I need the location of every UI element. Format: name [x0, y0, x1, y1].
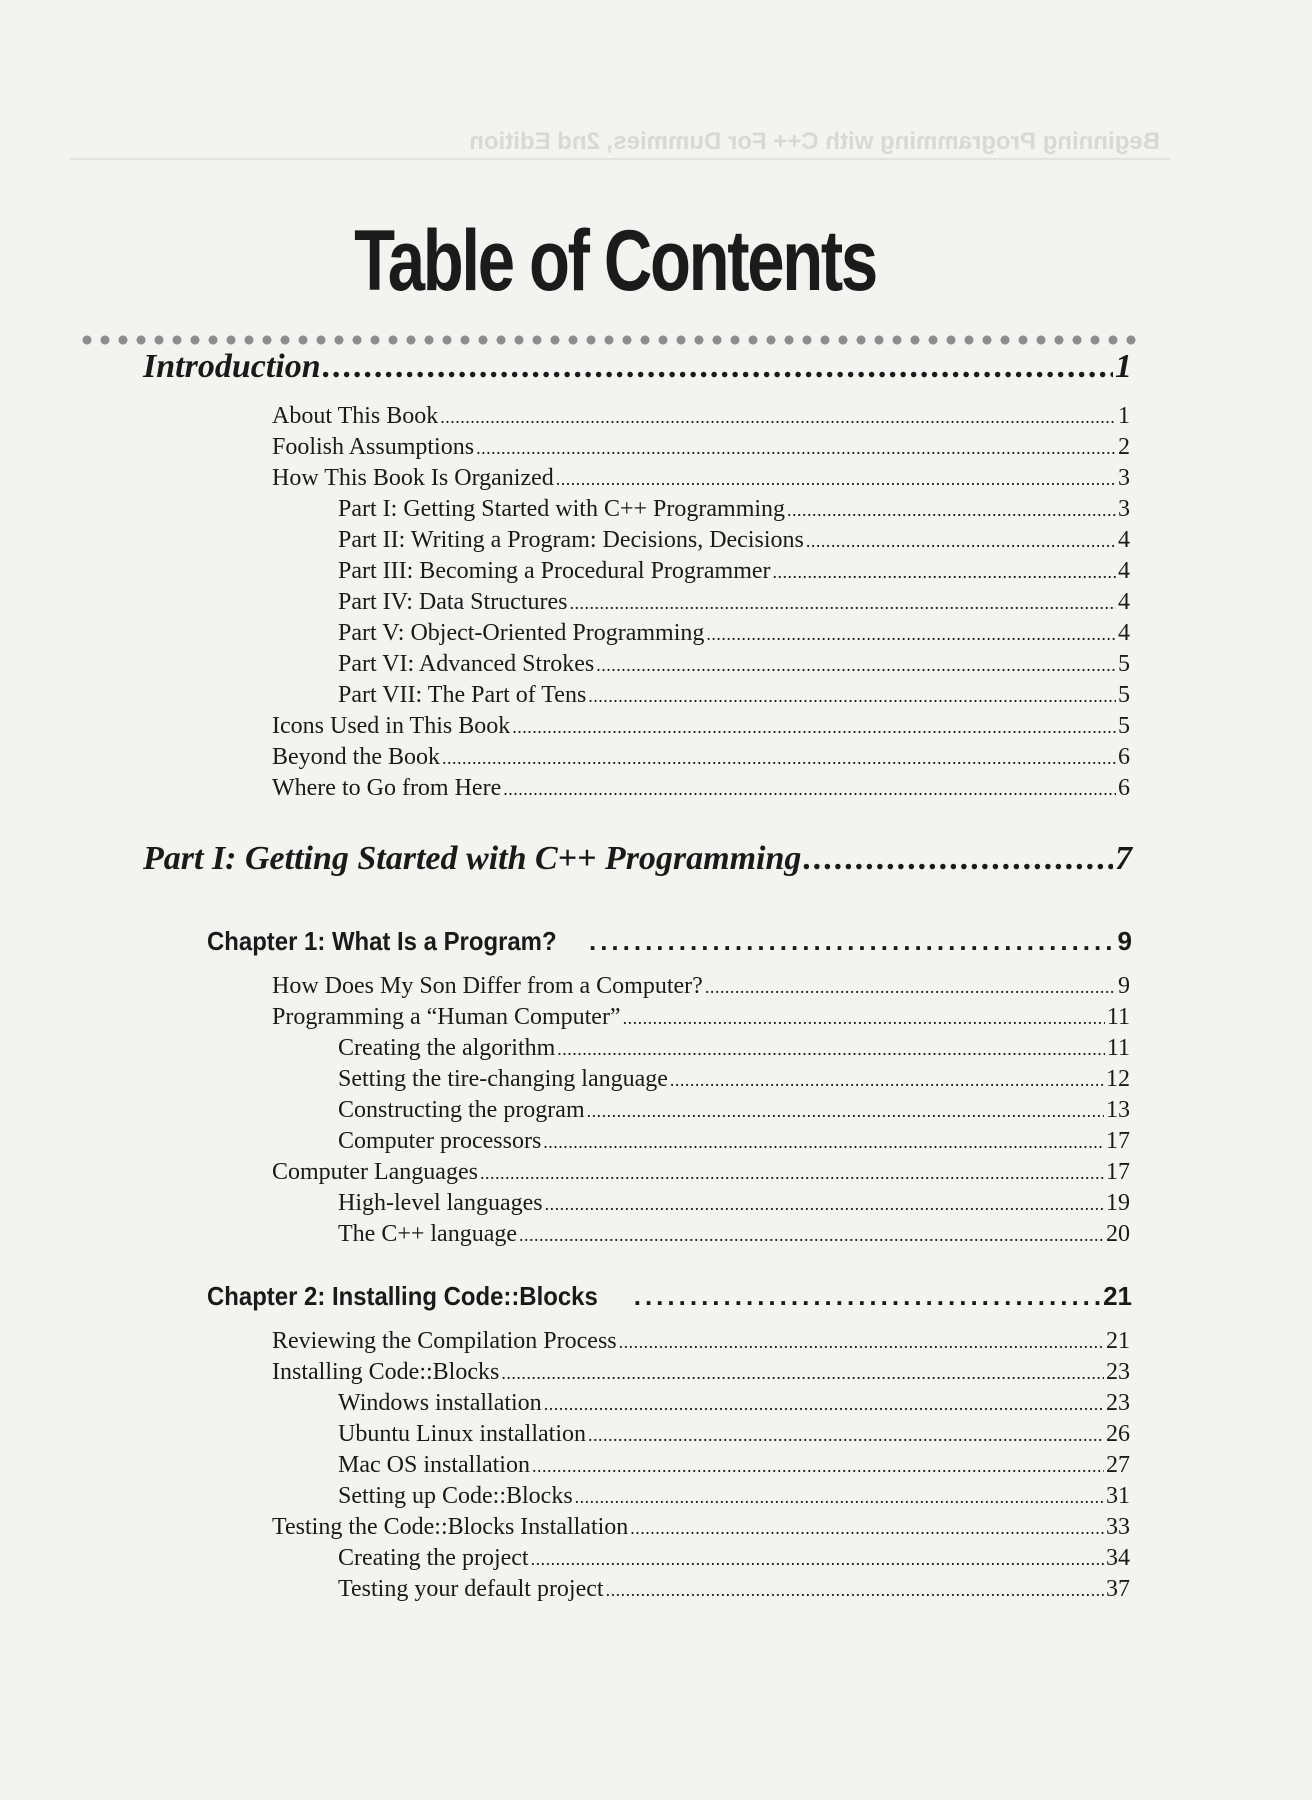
- toc-entry-title: How This Book Is Organized: [272, 465, 554, 491]
- toc-entry-title: Creating the algorithm: [338, 1035, 556, 1061]
- toc-entry-title: Installing Code::Blocks: [272, 1359, 500, 1385]
- dot-leader: [544, 1390, 1104, 1417]
- toc-entry: [272, 713, 1130, 740]
- toc-page-number: 17: [1106, 1159, 1130, 1185]
- toc-entry: [338, 1128, 1130, 1155]
- toc-entry-title: Computer processors: [338, 1128, 542, 1154]
- toc-entry: [272, 1514, 1130, 1541]
- dotted-divider: [78, 334, 1140, 346]
- toc-part: [143, 348, 1132, 386]
- toc-entry-title: Constructing the program: [338, 1097, 585, 1123]
- toc-entry-title: Where to Go from Here: [272, 775, 502, 801]
- toc-entry: [338, 1421, 1130, 1448]
- toc-entry: [338, 496, 1130, 523]
- toc-page-number: 33: [1106, 1514, 1130, 1540]
- toc-entry-title: Part V: Object-Oriented Programming: [338, 620, 705, 646]
- toc-page-number: 3: [1118, 496, 1130, 522]
- dot-leader: [787, 496, 1116, 523]
- toc-page-number: 7: [1115, 840, 1132, 877]
- dot-leader: [575, 1483, 1104, 1510]
- toc-entry: [338, 1576, 1130, 1603]
- toc-entry: [338, 1190, 1130, 1217]
- toc-entry: [272, 1004, 1130, 1031]
- toc-page-number: 26: [1106, 1421, 1130, 1447]
- dot-leader: [670, 1066, 1104, 1093]
- toc-entry: [272, 434, 1130, 461]
- dot-leader: [480, 1159, 1104, 1186]
- toc-page-number: 5: [1118, 682, 1130, 708]
- toc-page-number: 23: [1106, 1390, 1130, 1416]
- toc-entry: [338, 527, 1130, 554]
- toc-entry-title: Introduction: [143, 348, 321, 385]
- toc-entry: [338, 1545, 1130, 1572]
- dot-leader: [557, 1035, 1105, 1062]
- toc-entry-title: Testing your default project: [338, 1576, 604, 1602]
- dot-leader: [503, 775, 1116, 802]
- dot-leader: [587, 1097, 1104, 1124]
- toc-entry-title: Icons Used in This Book: [272, 713, 511, 739]
- toc-entry: [272, 973, 1130, 1000]
- toc-entry-title: Programming a “Human Computer”: [272, 1004, 621, 1030]
- toc-entry-title: Reviewing the Compilation Process: [272, 1328, 617, 1354]
- toc-page-number: 37: [1106, 1576, 1130, 1602]
- toc-entry: [338, 620, 1130, 647]
- toc-entry-title: Part VII: The Part of Tens: [338, 682, 587, 708]
- dot-leader: [519, 1221, 1104, 1248]
- toc-entry-title: Chapter 1: What Is a Program?: [207, 926, 557, 956]
- dot-leader: [556, 465, 1116, 492]
- dot-leader: [588, 682, 1116, 709]
- toc-entry-title: Part II: Writing a Program: Decisions, Decisions: [338, 527, 804, 553]
- dot-leader: [596, 651, 1116, 678]
- dot-leader: [706, 620, 1116, 647]
- toc-entry: [272, 775, 1130, 802]
- toc-entry: [338, 558, 1130, 585]
- toc-page-number: 6: [1118, 775, 1130, 801]
- toc-entry-title: Mac OS installation: [338, 1452, 530, 1478]
- toc-entry-title: How Does My Son Differ from a Computer?: [272, 973, 703, 999]
- toc-entry: [338, 651, 1130, 678]
- toc-page-number: 5: [1118, 651, 1130, 677]
- dot-leader: [440, 403, 1116, 430]
- toc-entry: [272, 1159, 1130, 1186]
- toc-entry-title: Windows installation: [338, 1390, 542, 1416]
- toc-entry: [338, 1390, 1130, 1417]
- toc-page-number: 21: [1103, 1281, 1132, 1311]
- toc-entry: [338, 1483, 1130, 1510]
- toc-page-number: 6: [1118, 744, 1130, 770]
- toc-entry: [338, 682, 1130, 709]
- dot-leader: [634, 1281, 1101, 1312]
- toc-entry: [272, 744, 1130, 771]
- toc-entry-title: Part III: Becoming a Procedural Programmer: [338, 558, 771, 584]
- toc-entry-title: Part I: Getting Started with C++ Programming: [143, 840, 802, 877]
- dot-leader: [476, 434, 1116, 461]
- toc-page-number: 9: [1117, 926, 1132, 956]
- toc-entry: [272, 465, 1130, 492]
- toc-entry: [338, 1035, 1130, 1062]
- toc-page-number: 1: [1115, 348, 1132, 385]
- toc-entry: [338, 1066, 1130, 1093]
- toc-entry-title: Chapter 2: Installing Code::Blocks: [207, 1281, 598, 1311]
- page-title: Table of Contents: [354, 213, 876, 309]
- toc-entry-title: Computer Languages: [272, 1159, 478, 1185]
- toc-page-number: 1: [1118, 403, 1130, 429]
- toc-entry: [338, 589, 1130, 616]
- dot-leader: [619, 1328, 1104, 1355]
- toc-chapter: [207, 1281, 1132, 1312]
- toc-entry-title: Part I: Getting Started with C++ Programming: [338, 496, 786, 522]
- dot-leader: [589, 926, 1116, 957]
- toc-entry-title: Creating the project: [338, 1545, 529, 1571]
- toc-entry-title: Setting the tire-changing language: [338, 1066, 668, 1092]
- dot-leader: [442, 744, 1116, 771]
- dot-leader: [545, 1190, 1104, 1217]
- toc-page-number: 11: [1106, 1004, 1130, 1030]
- dot-leader: [588, 1421, 1104, 1448]
- dot-leader: [532, 1452, 1104, 1479]
- dot-leader: [623, 1004, 1105, 1031]
- toc-page-number: 20: [1106, 1221, 1130, 1247]
- toc-page-number: 21: [1106, 1328, 1130, 1354]
- toc-entry-title: Setting up Code::Blocks: [338, 1483, 573, 1509]
- bleed-through-rule: [70, 158, 1170, 160]
- toc-page-number: 9: [1118, 973, 1130, 999]
- dot-leader: [543, 1128, 1104, 1155]
- toc-page-number: 17: [1106, 1128, 1130, 1154]
- bleed-through-header: Beginning Programming with C++ For Dummies, 2nd Edition: [469, 128, 1160, 155]
- toc-entry: [272, 403, 1130, 430]
- toc-page-number: 2: [1118, 434, 1130, 460]
- toc-page-number: 5: [1118, 713, 1130, 739]
- dot-leader: [323, 348, 1113, 386]
- dot-leader: [512, 713, 1116, 740]
- toc-entry: [338, 1221, 1130, 1248]
- toc-entry: [338, 1097, 1130, 1124]
- toc-entry-title: Foolish Assumptions: [272, 434, 475, 460]
- toc-page-number: 19: [1106, 1190, 1130, 1216]
- dot-leader: [570, 589, 1117, 616]
- toc-page-number: 3: [1118, 465, 1130, 491]
- toc-entry-title: Beyond the Book: [272, 744, 440, 770]
- dot-leader: [705, 973, 1116, 1000]
- dot-leader: [803, 840, 1113, 878]
- toc-page-number: 4: [1118, 527, 1130, 553]
- dot-leader: [806, 527, 1116, 554]
- toc-entry-title: Testing the Code::Blocks Installation: [272, 1514, 629, 1540]
- toc-chapter: [207, 926, 1132, 957]
- toc-page-number: 12: [1106, 1066, 1130, 1092]
- toc-page-number: 4: [1118, 558, 1130, 584]
- toc-page-number: 34: [1106, 1545, 1130, 1571]
- dot-leader: [630, 1514, 1104, 1541]
- toc-page-number: 13: [1106, 1097, 1130, 1123]
- toc-entry: [338, 1452, 1130, 1479]
- dot-leader: [501, 1359, 1104, 1386]
- toc-page-number: 27: [1106, 1452, 1130, 1478]
- toc-page-number: 11: [1106, 1035, 1130, 1061]
- toc-entry-title: Part IV: Data Structures: [338, 589, 568, 615]
- dot-leader: [531, 1545, 1104, 1572]
- toc-part: [143, 840, 1132, 878]
- toc-page-number: 4: [1118, 620, 1130, 646]
- toc-entry-title: Part VI: Advanced Strokes: [338, 651, 595, 677]
- dot-leader: [773, 558, 1116, 585]
- toc-page-number: 23: [1106, 1359, 1130, 1385]
- toc-entry: [272, 1328, 1130, 1355]
- toc-page-number: 4: [1118, 589, 1130, 615]
- toc-entry: [272, 1359, 1130, 1386]
- toc-entry-title: About This Book: [272, 403, 439, 429]
- toc-entry-title: Ubuntu Linux installation: [338, 1421, 586, 1447]
- toc-entry-title: High-level languages: [338, 1190, 543, 1216]
- dot-leader: [606, 1576, 1104, 1603]
- toc-page-number: 31: [1106, 1483, 1130, 1509]
- toc-entry-title: The C++ language: [338, 1221, 518, 1247]
